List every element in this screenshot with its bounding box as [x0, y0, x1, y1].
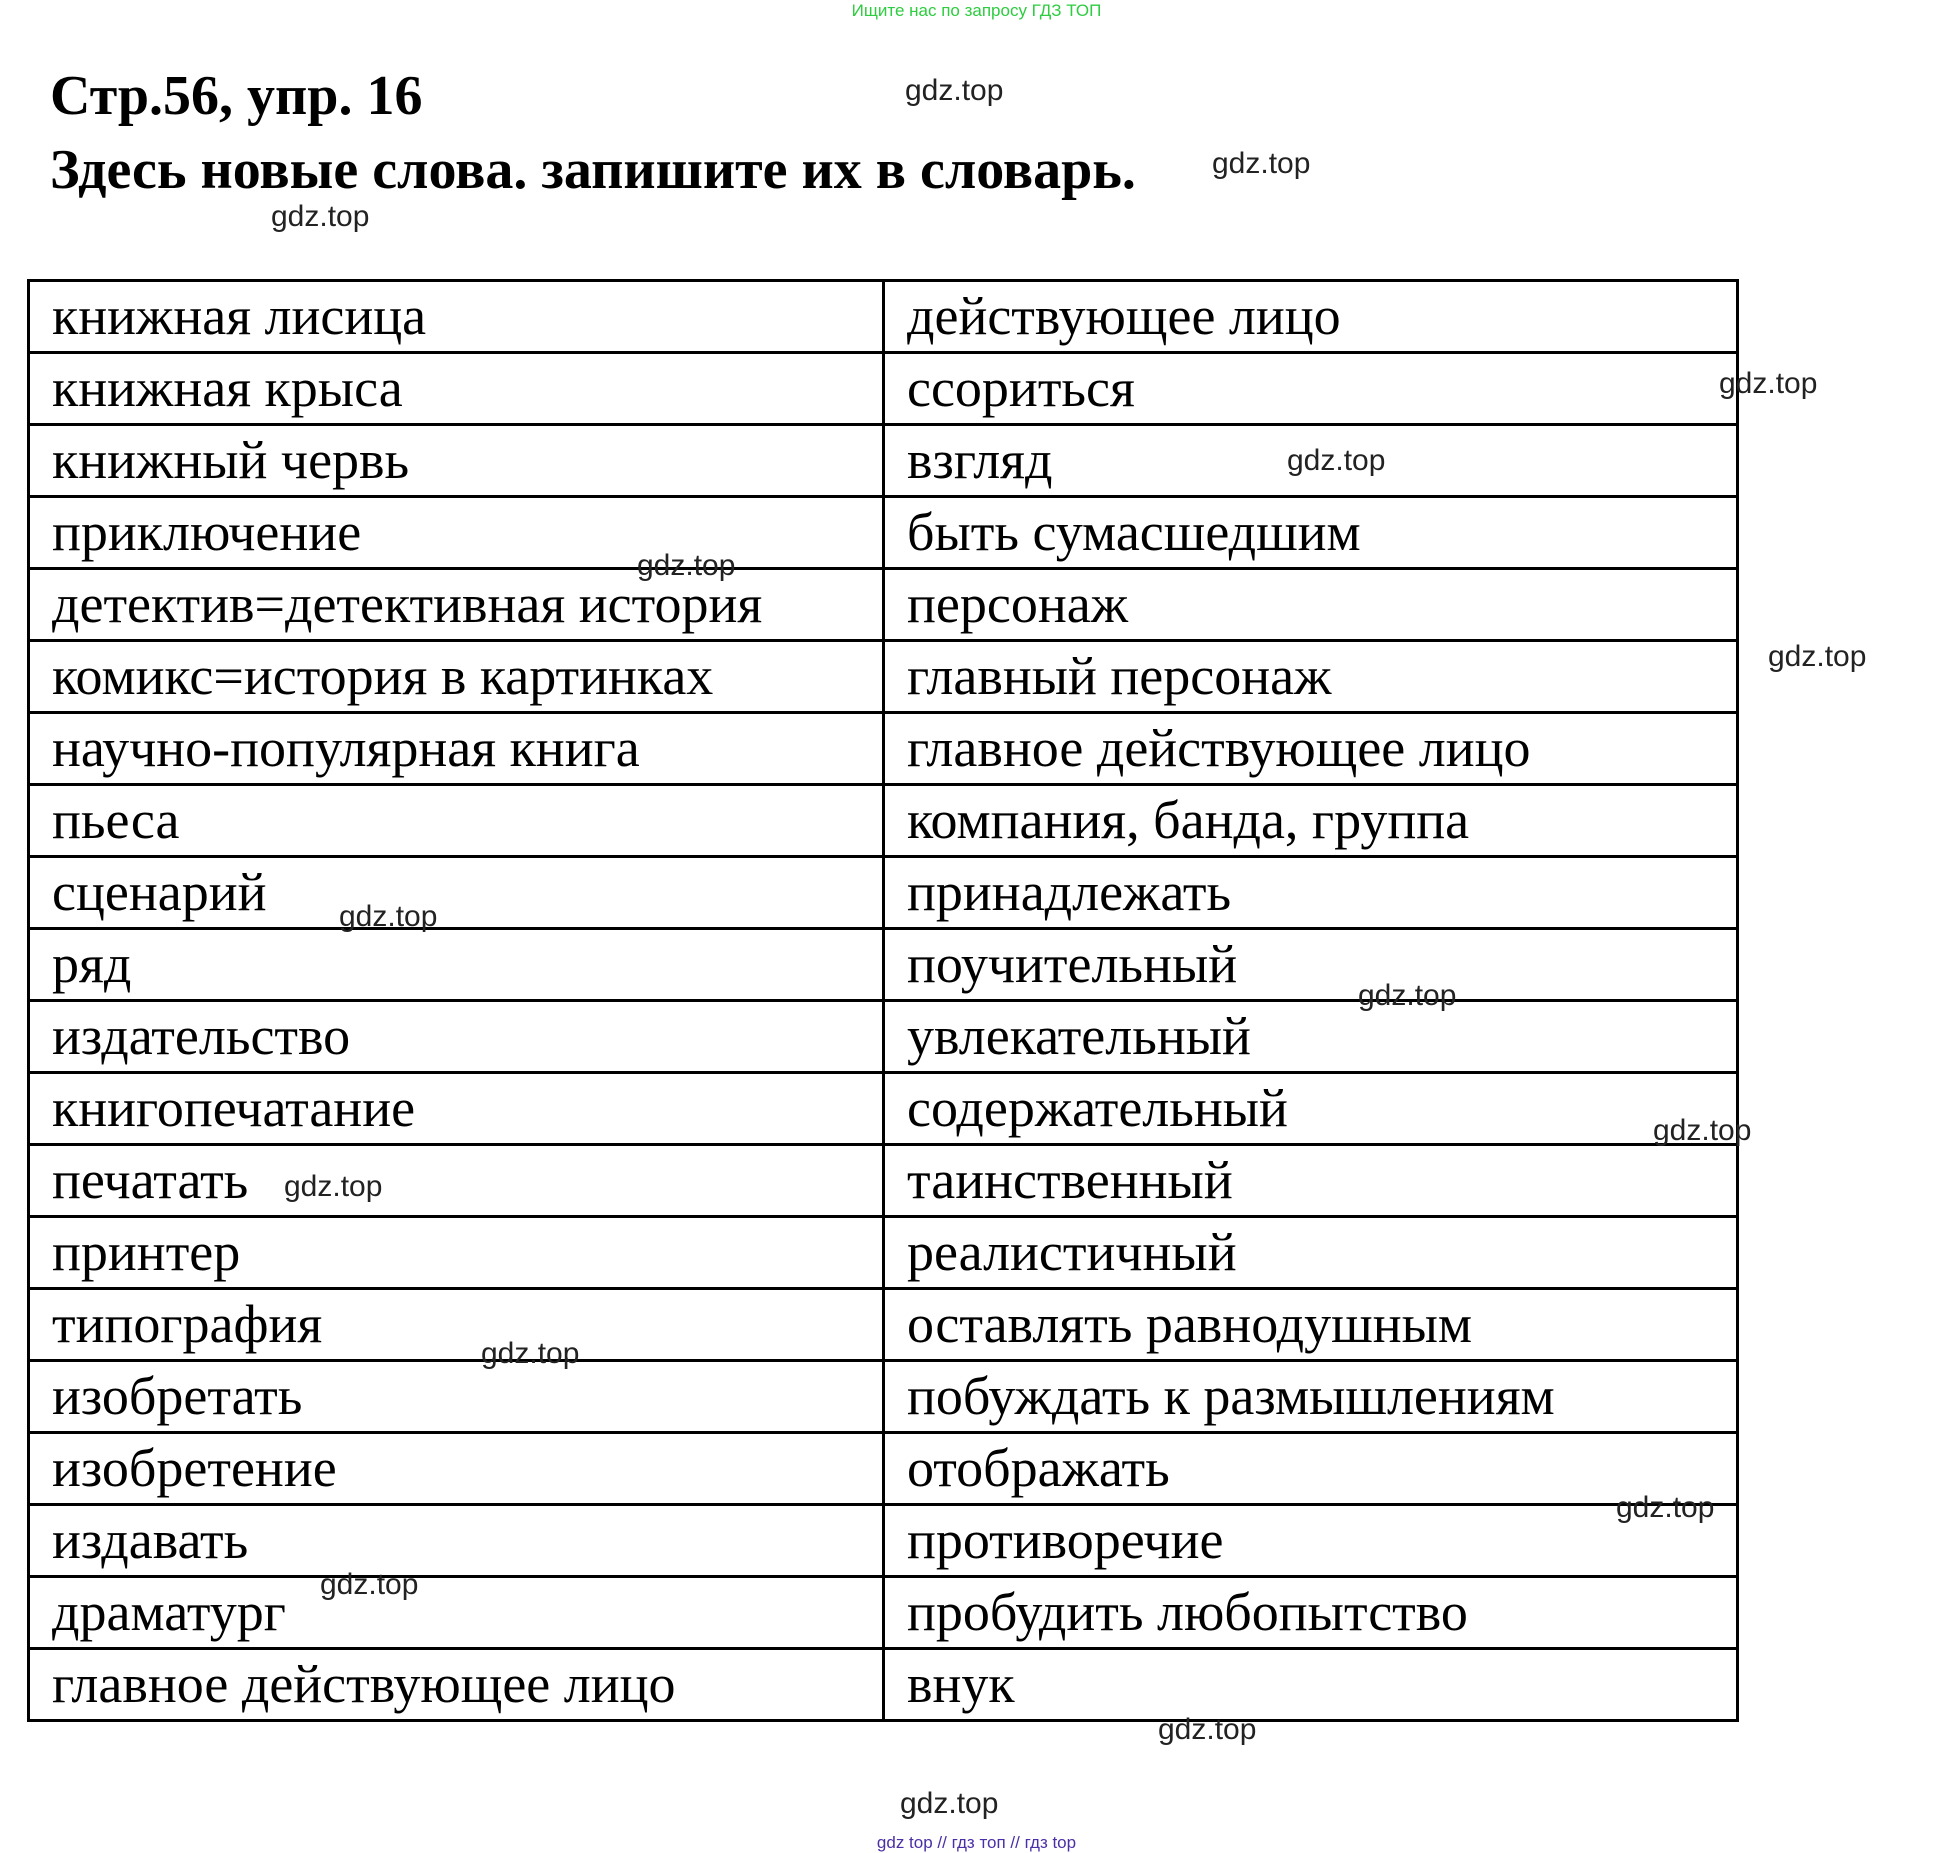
- watermark: gdz.top: [271, 200, 370, 233]
- page-subtitle: Здесь новые слова. запишите их в словарь.: [50, 139, 1136, 201]
- watermark: gdz.top: [1616, 1491, 1715, 1524]
- left-cell: книгопечатание: [29, 1073, 884, 1145]
- left-cell: изобретение: [29, 1433, 884, 1505]
- left-cell: пьеса: [29, 785, 884, 857]
- table-row: [29, 1577, 1738, 1649]
- right-cell: увлекательный: [884, 1001, 1738, 1073]
- watermark: gdz.top: [905, 74, 1004, 107]
- right-cell: главное действующее лицо: [884, 713, 1738, 785]
- right-cell: быть сумасшедшим: [884, 497, 1738, 569]
- right-cell: отображать: [884, 1433, 1738, 1505]
- watermark: gdz.top: [900, 1787, 999, 1820]
- left-cell: типография: [29, 1289, 884, 1361]
- left-cell: главное действующее лицо: [29, 1649, 884, 1721]
- left-cell: детектив=детективная история: [29, 569, 884, 641]
- watermark: gdz.top: [1158, 1713, 1257, 1746]
- watermark: gdz.top: [284, 1170, 383, 1203]
- right-cell: ссориться: [884, 353, 1738, 425]
- table-row: [29, 713, 1738, 785]
- top-banner: Ищите нас по запросу ГДЗ ТОП: [851, 1, 1102, 20]
- table-row: [29, 1001, 1738, 1073]
- table-row: [29, 497, 1738, 569]
- watermark: gdz.top: [1287, 444, 1386, 477]
- right-cell: персонаж: [884, 569, 1738, 641]
- right-cell: взгляд: [884, 425, 1738, 497]
- table-row: [29, 929, 1738, 1001]
- table-row: [29, 1289, 1738, 1361]
- table-row: [29, 1361, 1738, 1433]
- table-row: [29, 1505, 1738, 1577]
- watermark: gdz.top: [1768, 640, 1867, 673]
- right-cell: действующее лицо: [884, 281, 1738, 353]
- left-cell: ряд: [29, 929, 884, 1001]
- page-title: Стр.56, упр. 16: [50, 65, 423, 127]
- right-cell: пробудить любопытство: [884, 1577, 1738, 1649]
- left-cell: сценарий: [29, 857, 884, 929]
- left-cell: книжная крыса: [29, 353, 884, 425]
- table-row: [29, 281, 1738, 353]
- left-cell: издавать: [29, 1505, 884, 1577]
- watermark: gdz.top: [1719, 367, 1818, 400]
- watermark: gdz.top: [1358, 979, 1457, 1012]
- right-cell: таинственный: [884, 1145, 1738, 1217]
- right-cell: принадлежать: [884, 857, 1738, 929]
- table-row: [29, 353, 1738, 425]
- watermark: gdz.top: [339, 900, 438, 933]
- right-cell: компания, банда, группа: [884, 785, 1738, 857]
- table-row: [29, 1073, 1738, 1145]
- watermark: gdz.top: [320, 1568, 419, 1601]
- table-row: [29, 1217, 1738, 1289]
- table-row: [29, 857, 1738, 929]
- right-cell: реалистичный: [884, 1217, 1738, 1289]
- left-cell: научно-популярная книга: [29, 713, 884, 785]
- watermark: gdz.top: [1212, 147, 1311, 180]
- watermark: gdz.top: [1653, 1114, 1752, 1147]
- left-cell: печатать: [29, 1145, 884, 1217]
- right-cell: содержательный: [884, 1073, 1738, 1145]
- left-cell: книжная лисица: [29, 281, 884, 353]
- table-row: [29, 1433, 1738, 1505]
- table-row: [29, 569, 1738, 641]
- left-cell: изобретать: [29, 1361, 884, 1433]
- table-row: [29, 1649, 1738, 1721]
- right-cell: противоречие: [884, 1505, 1738, 1577]
- table-row: [29, 425, 1738, 497]
- left-cell: комикс=история в картинках: [29, 641, 884, 713]
- table-row: [29, 641, 1738, 713]
- left-cell: приключение: [29, 497, 884, 569]
- right-cell: оставлять равнодушным: [884, 1289, 1738, 1361]
- right-cell: внук: [884, 1649, 1738, 1721]
- left-cell: издательство: [29, 1001, 884, 1073]
- right-cell: поучительный: [884, 929, 1738, 1001]
- left-cell: книжный червь: [29, 425, 884, 497]
- watermark: gdz.top: [481, 1337, 580, 1370]
- left-cell: драматург: [29, 1577, 884, 1649]
- footer-watermark: gdz top // гдз топ // гдз top: [876, 1833, 1077, 1852]
- left-cell: принтер: [29, 1217, 884, 1289]
- vocabulary-table: [27, 279, 1739, 1722]
- table-row: [29, 785, 1738, 857]
- right-cell: главный персонаж: [884, 641, 1738, 713]
- watermark: gdz.top: [637, 549, 736, 582]
- right-cell: побуждать к размышлениям: [884, 1361, 1738, 1433]
